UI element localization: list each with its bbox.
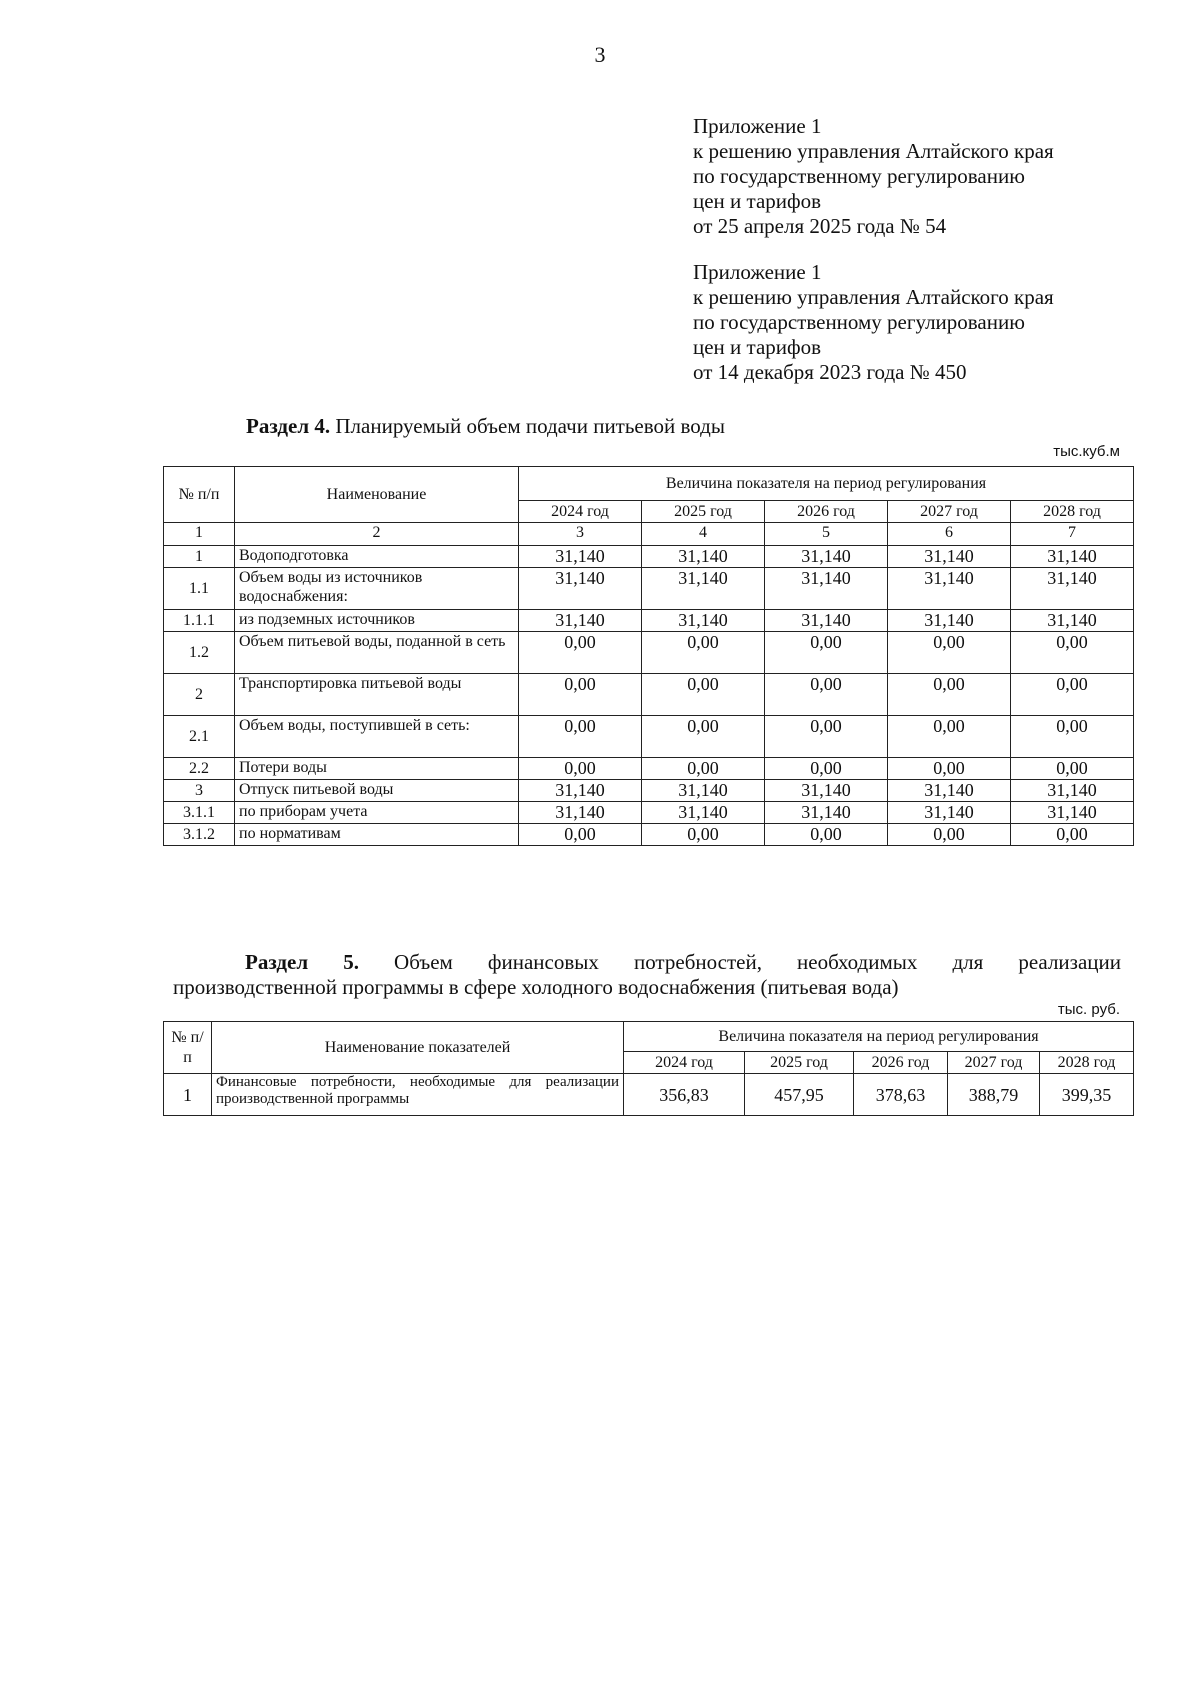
row-value: 31,140 — [519, 610, 642, 632]
section4-unit: тыс.куб.м — [1053, 443, 1120, 460]
row-value: 31,140 — [765, 802, 888, 824]
header-year: 2027 год — [948, 1052, 1040, 1074]
appendix-line: к решению управления Алтайского края — [693, 139, 1054, 163]
row-number: 2.2 — [164, 758, 235, 780]
row-number: 2 — [164, 674, 235, 716]
table-row — [164, 1074, 1134, 1116]
row-name: по приборам учета — [235, 802, 519, 824]
row-value: 31,140 — [1011, 546, 1134, 568]
row-value: 31,140 — [888, 802, 1011, 824]
row-value: 378,63 — [854, 1074, 948, 1116]
row-value: 0,00 — [642, 674, 765, 716]
row-number: 3 — [164, 780, 235, 802]
appendix-line: по государственному регулированию — [693, 310, 1025, 334]
row-name: из подземных источников — [235, 610, 519, 632]
header-num: № п/п — [164, 1022, 212, 1074]
header-name: Наименование показателей — [212, 1022, 624, 1074]
appendix-line: цен и тарифов — [693, 189, 822, 213]
row-number: 1.1 — [164, 568, 235, 610]
row-value: 31,140 — [519, 802, 642, 824]
row-value: 0,00 — [888, 758, 1011, 780]
page-number: 3 — [594, 42, 606, 67]
section5-title-line2: производственной программы в сфере холодного водоснабжения (питьевая вода) — [173, 975, 899, 999]
section4-table — [163, 466, 1134, 846]
row-value: 31,140 — [888, 568, 1011, 610]
appendix-line: от 25 апреля 2025 года № 54 — [693, 214, 947, 238]
header-year: 2028 год — [1040, 1052, 1134, 1074]
table-row — [164, 802, 1134, 824]
column-index: 4 — [642, 523, 765, 546]
row-name: Водоподготовка — [235, 546, 519, 568]
row-value: 31,140 — [519, 780, 642, 802]
appendix-line: от 14 декабря 2023 года № 450 — [693, 360, 967, 384]
header-year: 2025 год — [745, 1052, 854, 1074]
row-value: 31,140 — [765, 610, 888, 632]
row-name: Объем питьевой воды, поданной в сеть — [235, 632, 519, 674]
row-name: Финансовые потребности, необходимые для реализации производственной программы — [212, 1074, 624, 1116]
row-value: 31,140 — [642, 610, 765, 632]
row-value: 31,140 — [1011, 802, 1134, 824]
section5-title-bold: Раздел 5. — [245, 950, 359, 974]
header-year: 2026 год — [854, 1052, 948, 1074]
section5-table — [163, 1021, 1134, 1116]
row-value: 0,00 — [1011, 632, 1134, 674]
row-value: 0,00 — [519, 716, 642, 758]
header-year: 2024 год — [624, 1052, 745, 1074]
appendix-block-current — [693, 114, 1054, 239]
section5-title — [173, 950, 1121, 1000]
row-value: 31,140 — [888, 780, 1011, 802]
row-value: 31,140 — [642, 568, 765, 610]
appendix-line: Приложение 1 — [693, 260, 822, 284]
row-value: 0,00 — [888, 716, 1011, 758]
row-name: Объем воды из источников водоснабжения: — [235, 568, 519, 610]
row-number: 3.1.2 — [164, 824, 235, 846]
row-number: 3.1.1 — [164, 802, 235, 824]
header-name: Наименование — [235, 467, 519, 523]
header-year: 2027 год — [888, 501, 1011, 523]
section5-title-line1 — [173, 950, 1121, 975]
row-value: 31,140 — [765, 546, 888, 568]
row-name: Отпуск питьевой воды — [235, 780, 519, 802]
row-value: 31,140 — [1011, 780, 1134, 802]
row-value: 31,140 — [765, 780, 888, 802]
row-number: 1 — [164, 546, 235, 568]
appendix-line: цен и тарифов — [693, 335, 822, 359]
row-value: 0,00 — [519, 674, 642, 716]
row-value: 31,140 — [519, 546, 642, 568]
row-value: 0,00 — [642, 758, 765, 780]
row-value: 0,00 — [765, 632, 888, 674]
appendix-line: к решению управления Алтайского края — [693, 285, 1054, 309]
row-value: 31,140 — [642, 802, 765, 824]
row-name: Потери воды — [235, 758, 519, 780]
row-value: 0,00 — [765, 674, 888, 716]
section4-title — [246, 414, 725, 439]
row-value: 31,140 — [642, 546, 765, 568]
table-row — [164, 610, 1134, 632]
row-value: 0,00 — [519, 758, 642, 780]
row-value: 0,00 — [1011, 824, 1134, 846]
header-num: № п/п — [164, 467, 235, 523]
row-name: Транспортировка питьевой воды — [235, 674, 519, 716]
row-value: 31,140 — [519, 568, 642, 610]
row-value: 0,00 — [765, 758, 888, 780]
row-value: 356,83 — [624, 1074, 745, 1116]
row-value: 0,00 — [765, 716, 888, 758]
row-name: Объем воды, поступившей в сеть: — [235, 716, 519, 758]
section4-title-bold: Раздел 4. — [246, 414, 331, 438]
section4-title-text: Планируемый объем подачи питьевой воды — [335, 414, 725, 438]
column-index: 6 — [888, 523, 1011, 546]
table-row — [164, 632, 1134, 674]
table-row — [164, 824, 1134, 846]
row-value: 0,00 — [642, 632, 765, 674]
header-period: Величина показателя на период регулирования — [624, 1022, 1134, 1052]
column-index: 1 — [164, 523, 235, 546]
row-value: 0,00 — [642, 716, 765, 758]
table-row — [164, 546, 1134, 568]
header-year: 2024 год — [519, 501, 642, 523]
column-index: 2 — [235, 523, 519, 546]
column-index: 7 — [1011, 523, 1134, 546]
row-value: 31,140 — [765, 568, 888, 610]
row-number: 2.1 — [164, 716, 235, 758]
column-index: 3 — [519, 523, 642, 546]
appendix-block-previous — [693, 260, 1054, 385]
header-year: 2025 год — [642, 501, 765, 523]
header-year: 2028 год — [1011, 501, 1134, 523]
section5-title-text: Объем финансовых потребностей, необходимых для реализации — [394, 950, 1121, 974]
header-period: Величина показателя на период регулирования — [519, 467, 1134, 501]
row-value: 0,00 — [1011, 716, 1134, 758]
table-row — [164, 716, 1134, 758]
row-value: 388,79 — [948, 1074, 1040, 1116]
row-number: 1 — [164, 1074, 212, 1116]
row-value: 399,35 — [1040, 1074, 1134, 1116]
row-value: 0,00 — [888, 824, 1011, 846]
header-year: 2026 год — [765, 501, 888, 523]
table-row — [164, 758, 1134, 780]
row-value: 457,95 — [745, 1074, 854, 1116]
row-number: 1.2 — [164, 632, 235, 674]
row-value: 0,00 — [519, 632, 642, 674]
row-number: 1.1.1 — [164, 610, 235, 632]
row-value: 31,140 — [888, 610, 1011, 632]
row-value: 31,140 — [1011, 568, 1134, 610]
row-value: 0,00 — [1011, 758, 1134, 780]
table-row — [164, 780, 1134, 802]
row-value: 0,00 — [888, 674, 1011, 716]
row-value: 31,140 — [888, 546, 1011, 568]
row-value: 31,140 — [1011, 610, 1134, 632]
row-name: по нормативам — [235, 824, 519, 846]
row-value: 0,00 — [642, 824, 765, 846]
section5-unit: тыс. руб. — [1057, 1001, 1120, 1018]
row-value: 0,00 — [888, 632, 1011, 674]
appendix-line: по государственному регулированию — [693, 164, 1025, 188]
row-value: 0,00 — [1011, 674, 1134, 716]
table-row — [164, 568, 1134, 610]
row-value: 0,00 — [519, 824, 642, 846]
appendix-line: Приложение 1 — [693, 114, 822, 138]
row-value: 31,140 — [642, 780, 765, 802]
column-index: 5 — [765, 523, 888, 546]
table-row — [164, 674, 1134, 716]
row-value: 0,00 — [765, 824, 888, 846]
